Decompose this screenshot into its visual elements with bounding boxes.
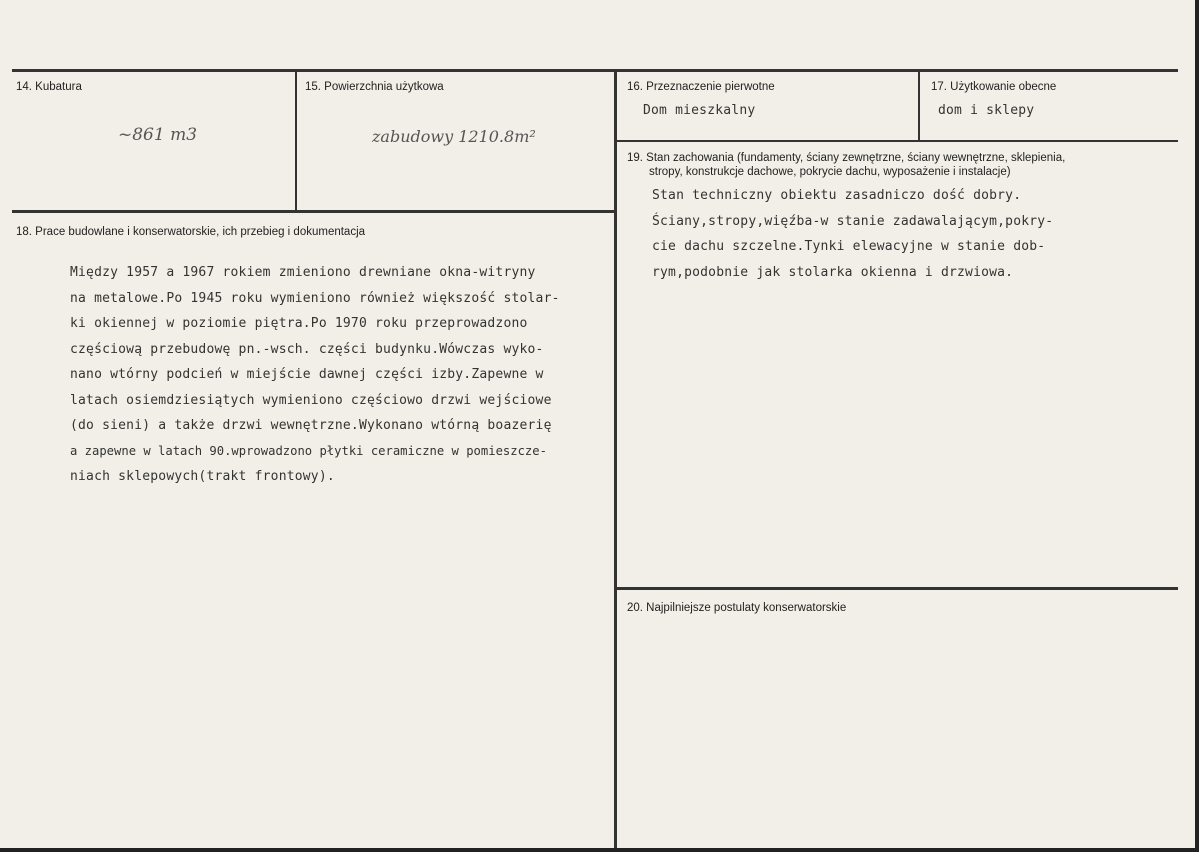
rule-above-20 <box>616 587 1178 590</box>
text-line: Ściany,stropy,więźba-w stanie zadawalającym,pokry- <box>652 213 1054 229</box>
rule-under-16-17 <box>616 140 1178 142</box>
field-16-value: Dom mieszkalny <box>643 103 756 118</box>
field-19-label-line2: stropy, konstrukcje dachowe, pokrycie dachu, wyposażenie i instalacje) <box>649 166 1011 178</box>
field-15-label: 15. Powierzchnia użytkowa <box>305 81 444 93</box>
field-17-value: dom i sklepy <box>938 103 1035 118</box>
text-line: nano wtórny podcień w miejście dawnej części izby.Zapewne w <box>70 367 544 382</box>
field-18-label: 18. Prace budowlane i konserwatorskie, ich przebieg i dokumentacja <box>16 226 366 238</box>
text-line: latach osiemdziesiątych wymieniono częściowo drzwi wejściowe <box>70 392 552 408</box>
top-rule <box>12 69 1178 72</box>
field-14-value: ~861 m3 <box>118 125 198 145</box>
text-line: Między 1957 a 1967 rokiem zmieniono drewniane okna-witryny <box>70 265 536 280</box>
text-line: na metalowe.Po 1945 roku wymieniono również większość stolar- <box>70 290 560 306</box>
text-line: niach sklepowych(trakt frontowy). <box>70 469 335 484</box>
field-16-label: 16. Przeznaczenie pierwotne <box>627 81 775 93</box>
center-divider <box>614 70 617 848</box>
text-line: a zapewne w latach 90.wprowadzono płytki ceramiczne w pomieszcze- <box>70 443 547 458</box>
field-20-label: 20. Najpilniejsze postulaty konserwatorskie <box>627 602 847 614</box>
text-line: ki okiennej w poziomie piętra.Po 1970 roku przeprowadzono <box>70 316 528 331</box>
text-line: cie dachu szczelne.Tynki elewacyjne w stanie dob- <box>652 239 1046 254</box>
field-18-text <box>70 260 560 490</box>
rule-under-14-15 <box>12 210 616 213</box>
text-line: Stan techniczny obiektu zasadniczo dość dobry. <box>652 188 1022 203</box>
field-19-label <box>627 151 1065 179</box>
text-line: rym,podobnie jak stolarka okienna i drzwiowa. <box>652 264 1014 280</box>
field-15-value: zabudowy 1210.8m² <box>372 127 536 146</box>
divider-14-15 <box>295 70 297 212</box>
field-14-label: 14. Kubatura <box>16 81 82 93</box>
divider-16-17 <box>918 70 920 142</box>
field-17-label: 17. Użytkowanie obecne <box>931 81 1057 93</box>
field-19-text <box>652 183 1053 285</box>
field-19-label-line1: 19. Stan zachowania (fundamenty, ściany zewnętrzne, ściany wewnętrzne, sklepienia, <box>627 152 1066 164</box>
text-line: częściową przebudowę pn.-wsch. części budynku.Wówczas wyko- <box>70 341 544 357</box>
text-line: (do sieni) a także drzwi wewnętrzne.Wykonano wtórną boazerię <box>70 418 552 433</box>
